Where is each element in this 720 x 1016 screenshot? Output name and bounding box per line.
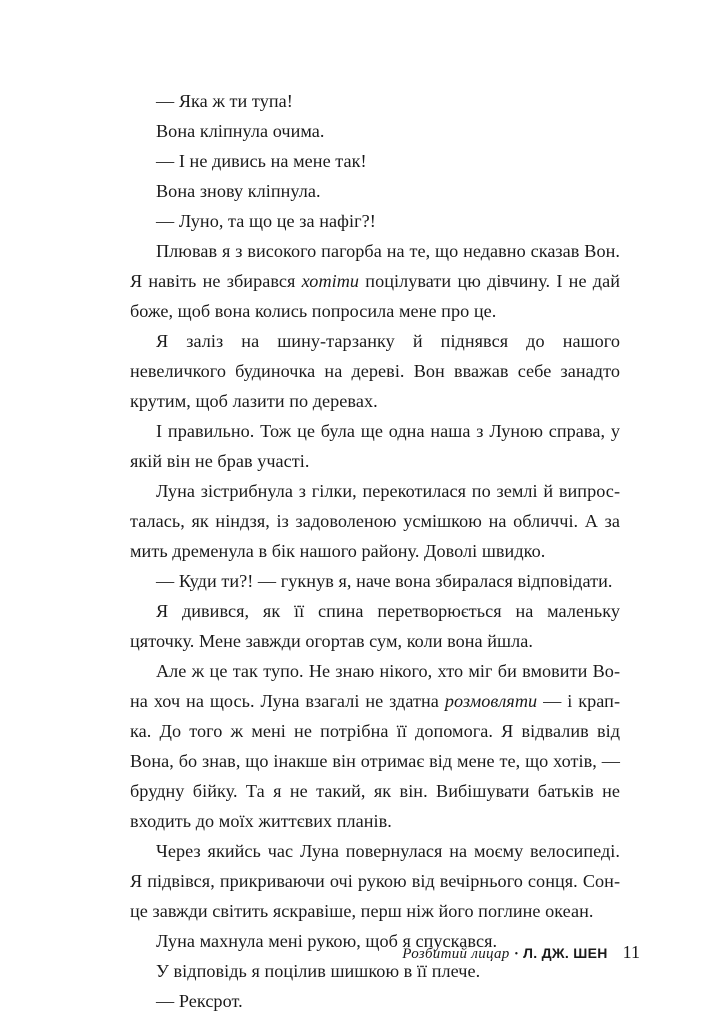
paragraph-text: Вона знову кліпнула.	[156, 181, 321, 201]
paragraph	[130, 326, 620, 416]
paragraph	[130, 146, 620, 176]
body-text	[130, 86, 620, 1016]
emphasis-text: розмовляти	[444, 691, 538, 711]
paragraph-text: І правильно. Тож це була ще одна наша з Луною справа, у якій він не брав участі.	[130, 421, 620, 471]
paragraph-text: — Куди ти?! — гукнув я, наче вона збиралася відповідати.	[156, 571, 613, 591]
paragraph-text: Плював я з високого пагорба на те, що недавно сказав Вон. Я навіть не збирався	[130, 241, 620, 291]
paragraph-text: — І не дивись на мене так!	[156, 151, 367, 171]
paragraph-text: — і крапка. До того ж мені не потрібна її допомога. Я відвалив від Вона, бо знав, що інакше він отримає від мене те, що хотів, — брудну бійку. Та я не такий, як він. Вибішувати батьків не входить до моїх життєвих планів.	[130, 691, 621, 831]
paragraph-text: Але ж це так тупо. Не знаю нікого, хто міг би вмовити Вона хоч на щось. Луна взагалі не здатна	[130, 661, 620, 711]
paragraph	[130, 416, 620, 476]
emphasis-text: хотіти	[301, 271, 360, 291]
paragraph	[130, 836, 620, 926]
paragraph-text: Луна махнула мені рукою, щоб я спускався.	[156, 931, 498, 951]
paragraph-text: — Рексрот.	[156, 991, 243, 1011]
paragraph	[130, 476, 620, 566]
paragraph-text: Я заліз на шину-тарзанку й піднявся до нашого невеличкого будиночка на дереві. Вон вважав себе занадто крутим, щоб лазити по деревах.	[130, 331, 620, 411]
paragraph-text: Я дивився, як її спина перетворюється на маленьку цяточку. Мене завжди огортав сум, коли вона йшла.	[130, 601, 620, 651]
paragraph	[130, 656, 620, 836]
paragraph-text: Луна зістрибнула з гілки, перекотилася по землі й випросталась, як ніндзя, із задоволеною усмішкою на обличчі. А за мить дременула в бік нашого району. Доволі швидко.	[130, 481, 620, 561]
page-number: 11	[622, 942, 640, 962]
footer-separator: •	[514, 949, 519, 960]
footer-book-title: Розбитий лицар	[402, 946, 510, 962]
paragraph-text: — Луно, та що це за нафіг?!	[156, 211, 376, 231]
paragraph-text: поцілувати цю дівчину. І не дай боже, щоб вона колись попросила мене про це.	[130, 271, 621, 321]
paragraph-text: У відповідь я поцілив шишкою в її плече.	[156, 961, 481, 981]
paragraph	[130, 566, 620, 596]
paragraph	[130, 86, 620, 116]
paragraph	[130, 986, 620, 1016]
paragraph-text: Вона кліпнула очима.	[156, 121, 325, 141]
paragraph	[130, 596, 620, 656]
paragraph-text: — Яка ж ти тупа!	[156, 91, 293, 111]
paragraph	[130, 116, 620, 146]
paragraph	[130, 206, 620, 236]
running-footer	[402, 942, 640, 966]
footer-author: Л. ДЖ. ШЕН	[523, 945, 608, 961]
paragraph	[130, 176, 620, 206]
paragraph	[130, 236, 620, 326]
paragraph-text: Через якийсь час Луна повернулася на моєму велосипеді. Я підвівся, прикриваючи очі рукою від вечірнього сонця. Сонце завжди світить яскравіше, перш ніж його поглине океан.	[130, 841, 620, 921]
